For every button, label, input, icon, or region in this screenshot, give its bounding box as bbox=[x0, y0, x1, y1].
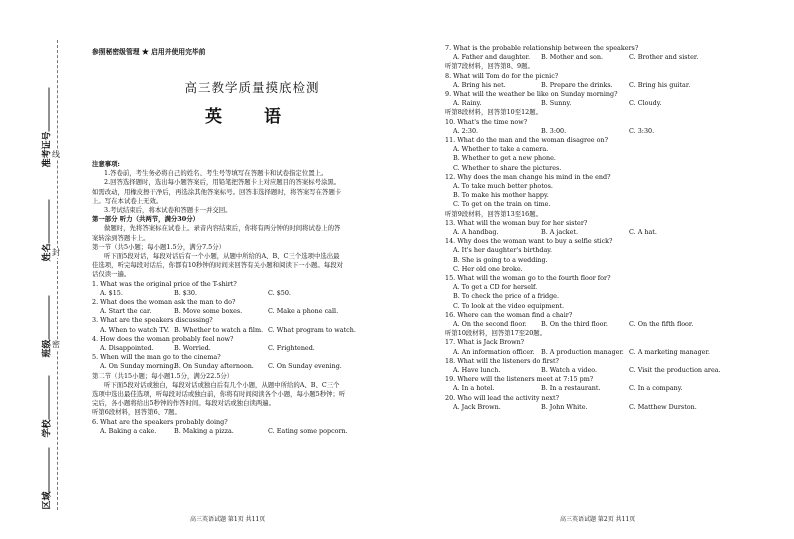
question-stem: 20. Who will lead the activity next? bbox=[445, 393, 560, 402]
answer-option[interactable]: B. A jacket. bbox=[541, 228, 579, 236]
part1-title: 第一部分 听力（共两节，满分30分） bbox=[92, 215, 199, 224]
option-row bbox=[445, 366, 785, 375]
seal-char: 密 bbox=[52, 340, 60, 349]
answer-option[interactable]: C. To look at the video equipment. bbox=[453, 301, 565, 310]
answer-option[interactable]: B. Whether to get a new phone. bbox=[453, 154, 556, 163]
answer-option[interactable]: A. Have lunch. bbox=[453, 366, 501, 374]
binding-margin bbox=[0, 0, 70, 539]
material-note: 听第10段材料，回答第17至20题。 bbox=[445, 329, 547, 338]
answer-option[interactable]: A. A handbag. bbox=[453, 228, 499, 236]
material-note: 听第9段材料，回答第13至16题。 bbox=[445, 209, 543, 218]
answer-option[interactable]: A. Bring his net. bbox=[453, 80, 506, 89]
section1-title: 第一节（共5小题；每小题1.5分，满分7.5分） bbox=[92, 242, 226, 251]
option-row bbox=[445, 348, 785, 357]
option-row bbox=[92, 307, 412, 316]
exam-title: 高三教学质量摸底检测 bbox=[184, 80, 320, 95]
answer-option[interactable]: A. On Sunday morning. bbox=[100, 362, 176, 371]
answer-option[interactable]: C. A marketing manager. bbox=[629, 347, 710, 356]
answer-option[interactable]: B. Watch a video. bbox=[541, 366, 598, 374]
answer-option[interactable]: A. It's her daughter's birthday. bbox=[453, 246, 553, 255]
answer-option[interactable]: C. Make a phone call. bbox=[268, 307, 339, 316]
option-row bbox=[92, 362, 412, 371]
answer-option[interactable]: C. Visit the production area. bbox=[629, 366, 721, 374]
answer-option[interactable]: B. To make his mother happy. bbox=[453, 191, 549, 200]
question-6 bbox=[92, 418, 412, 436]
answer-option[interactable]: C. Whether to share the pictures. bbox=[453, 163, 562, 172]
answer-option[interactable]: B. Mother and son. bbox=[541, 53, 604, 62]
answer-option[interactable]: A. On the second floor. bbox=[453, 320, 527, 329]
section2-desc: 选项中选出最佳选项，听每段对话或独白前，你将有时间阅读各个小题，每小题5秒钟；听 bbox=[92, 390, 346, 398]
question-list-left bbox=[92, 280, 412, 372]
answer-option[interactable]: A. Jack Brown. bbox=[453, 402, 501, 411]
option-row bbox=[92, 326, 412, 335]
answer-option[interactable]: A. Father and daughter. bbox=[453, 53, 531, 62]
answer-option[interactable]: C. Eating some popcorn. bbox=[268, 426, 348, 435]
section1-desc: 听下面5段对话，每段对话后有一个小题，从题中所给的A、B、C三个选项中选出最 bbox=[104, 252, 340, 261]
answer-option[interactable]: C. Her old one broke. bbox=[453, 264, 523, 273]
answer-option[interactable]: C. On the fifth floor. bbox=[629, 320, 694, 329]
confidentiality-notice: 参照秘密级管理 ★ 启用并使用完毕前 bbox=[92, 48, 206, 56]
answer-option[interactable]: B. She is going to a wedding. bbox=[453, 255, 548, 264]
answer-option[interactable]: C. A hat. bbox=[629, 228, 657, 236]
part1-desc: 做题时，先将答案标在试卷上。录音内容结束后，你将有两分钟的时间将试卷上的答 bbox=[104, 224, 341, 233]
answer-option[interactable]: A. An information officer. bbox=[453, 347, 535, 356]
question-stem: 11. What do the man and the woman disagree on? bbox=[445, 135, 609, 144]
note-line: 如需改动，用橡皮擦干净后，再选涂其他答案标号。回答非选择题时，将答案写在答题卡 bbox=[92, 187, 342, 196]
note-line: 3.考试结束后，将本试卷和答题卡一并交回。 bbox=[104, 206, 232, 215]
option-row bbox=[445, 127, 785, 136]
option-row bbox=[92, 289, 412, 298]
answer-option[interactable]: B. On the third floor. bbox=[541, 320, 608, 329]
question-stem: 6. What are the speakers probably doing? bbox=[92, 417, 228, 426]
seal-char: 封 bbox=[52, 248, 60, 257]
question-stem: 12. Why does the man change his mind in the end? bbox=[445, 172, 611, 181]
section2-desc: 完后，各小题将给出5秒钟的作答时间。每段对话或独白读两遍。 bbox=[92, 399, 276, 408]
answer-option[interactable]: C. 3:30. bbox=[629, 126, 655, 135]
page-footer-left: 高三英语试题 第1页 共11页 bbox=[190, 516, 266, 523]
question-stem: 9. What will the weather be like on Sunday morning? bbox=[445, 89, 618, 98]
note-line: 上。写在本试卷上无效。 bbox=[92, 196, 163, 205]
answer-option[interactable]: A. In a hotel. bbox=[453, 384, 495, 393]
answer-option[interactable]: A. Disappointed. bbox=[100, 344, 154, 353]
material-note: 听第6段材料，回答第6、7题。 bbox=[92, 408, 181, 417]
question-stem: 14. Why does the woman want to buy a selfie stick? bbox=[445, 237, 613, 246]
option-row bbox=[445, 384, 785, 393]
option-row bbox=[445, 228, 785, 237]
answer-option[interactable]: C. Bring his guitar. bbox=[629, 80, 691, 89]
question-stem: 13. What will the woman buy for her sister? bbox=[445, 218, 588, 227]
seal-char: 线 bbox=[52, 150, 60, 159]
left-column bbox=[92, 160, 412, 436]
name-field[interactable]: 姓名 bbox=[35, 202, 54, 262]
answer-option[interactable]: A. 2:30. bbox=[453, 126, 479, 135]
answer-option[interactable]: C. In a company. bbox=[629, 384, 683, 393]
question-stem: 19. Where will the listeners meet at 7:15 pm? bbox=[445, 375, 594, 384]
question-stem: 1. What was the original price of the T-shirt? bbox=[92, 279, 237, 288]
answer-option[interactable]: A. $15. bbox=[100, 288, 123, 297]
answer-option[interactable]: C. What program to watch. bbox=[268, 325, 356, 334]
answer-option[interactable]: C. Brother and sister. bbox=[629, 53, 699, 62]
answer-option[interactable]: B. 3:00. bbox=[541, 126, 567, 135]
option-row bbox=[445, 99, 785, 108]
question-stem: 4. How does the woman probably feel now? bbox=[92, 334, 234, 343]
right-column bbox=[445, 44, 785, 412]
question-stem: 17. What is Jack Brown? bbox=[445, 338, 525, 347]
section1-desc: 佳选项，听完每段对话后，你都有10秒钟的时间来回答有关小题和阅读下一小题。每段对 bbox=[92, 261, 343, 270]
answer-option[interactable]: A. Rainy. bbox=[453, 99, 482, 108]
answer-option[interactable]: B. Making a pizza. bbox=[174, 426, 234, 435]
question-stem: 3. What are the speakers discussing? bbox=[92, 316, 213, 325]
section2-desc: 听下面5段对话或独白，每段对话或独白后有几个小题，从题中所给的A、B、C三个 bbox=[104, 380, 340, 389]
answer-option[interactable]: B. Whether to watch a film. bbox=[174, 325, 264, 334]
region-field[interactable]: 区域 bbox=[35, 450, 54, 510]
answer-option[interactable]: B. Worried. bbox=[174, 344, 211, 353]
notes-title: 注意事项: bbox=[92, 160, 120, 168]
question-stem: 10. What's the time now? bbox=[445, 117, 528, 126]
answer-option[interactable]: A. To take much better photos. bbox=[453, 181, 553, 190]
answer-option[interactable]: B. $30. bbox=[174, 288, 197, 297]
answer-option[interactable]: C. Cloudy. bbox=[629, 99, 662, 108]
question-stem: 2. What does the woman ask the man to do? bbox=[92, 298, 236, 307]
question-stem: 18. What will the listeners do first? bbox=[445, 356, 559, 365]
answer-option[interactable]: A. To get a CD for herself. bbox=[453, 283, 538, 292]
answer-option[interactable]: B. A production manager. bbox=[541, 347, 624, 356]
question-stem: 15. What will the woman go to the fourth floor for? bbox=[445, 274, 611, 282]
answer-option[interactable]: C. $50. bbox=[268, 288, 291, 297]
answer-option[interactable]: C. Frightened. bbox=[268, 344, 315, 353]
material-note: 听第8段材料，回答第10至12题。 bbox=[445, 108, 543, 117]
answer-option[interactable]: B. John White. bbox=[541, 402, 588, 411]
option-row bbox=[445, 403, 785, 412]
answer-option[interactable]: A. Baking a cake. bbox=[100, 426, 157, 435]
answer-option[interactable]: C. Matthew Durston. bbox=[629, 402, 697, 411]
note-line: 1.答卷前，考生务必将自己的姓名、考生号等填写在答题卡和试卷指定位置上。 bbox=[104, 169, 328, 178]
answer-option[interactable]: B. To check the price of a fridge. bbox=[453, 292, 559, 301]
answer-option[interactable]: B. Prepare the drinks. bbox=[541, 80, 613, 89]
part1-desc: 案转涂到答题卡上。 bbox=[92, 233, 150, 242]
answer-option[interactable]: C. To get on the train on time. bbox=[453, 200, 551, 209]
material-note: 听第7段材料，回答第8、9题。 bbox=[445, 62, 534, 71]
option-row bbox=[92, 344, 412, 353]
answer-option[interactable]: A. Start the car. bbox=[100, 307, 152, 316]
question-stem: 8. What will Tom do for the picnic? bbox=[445, 71, 559, 80]
answer-option[interactable]: A. Whether to take a camera. bbox=[453, 145, 549, 154]
option-row bbox=[445, 81, 785, 90]
section2-title: 第二节（共15小题；每小题1.5分，满分22.5分） bbox=[92, 371, 234, 380]
option-row bbox=[445, 320, 785, 329]
answer-option[interactable]: A. When to watch TV. bbox=[100, 325, 170, 334]
class-field[interactable]: 班级 bbox=[35, 298, 54, 358]
answer-option[interactable]: B. Sunny. bbox=[541, 99, 572, 108]
answer-option[interactable]: C. On Sunday evening. bbox=[268, 362, 342, 371]
question-stem: 16. Where can the woman find a chair? bbox=[445, 310, 573, 319]
page-footer-right: 高三英语试题 第2页 共11页 bbox=[560, 516, 636, 523]
answer-option[interactable]: B. On Sunday afternoon. bbox=[174, 362, 254, 371]
option-row bbox=[445, 53, 785, 62]
question-stem: 7. What is the probable relationship between the speakers? bbox=[445, 44, 639, 52]
seal-line bbox=[57, 40, 58, 510]
section1-desc: 话仅读一遍。 bbox=[92, 270, 131, 279]
answer-option[interactable]: B. Move some boxes. bbox=[174, 307, 243, 316]
note-line: 2.回答选择题时，选出每小题答案后，用铅笔把答题卡上对应题目的答案标号涂黑。 bbox=[104, 178, 341, 187]
school-field[interactable]: 学校 bbox=[35, 378, 54, 438]
option-row bbox=[92, 427, 412, 436]
subject-title: 英 语 bbox=[205, 107, 299, 127]
question-stem: 5. When will the man go to the cinema? bbox=[92, 353, 221, 362]
exam-number-field[interactable]: 准考证号 bbox=[35, 108, 54, 168]
answer-option[interactable]: B. In a restaurant. bbox=[541, 384, 601, 393]
